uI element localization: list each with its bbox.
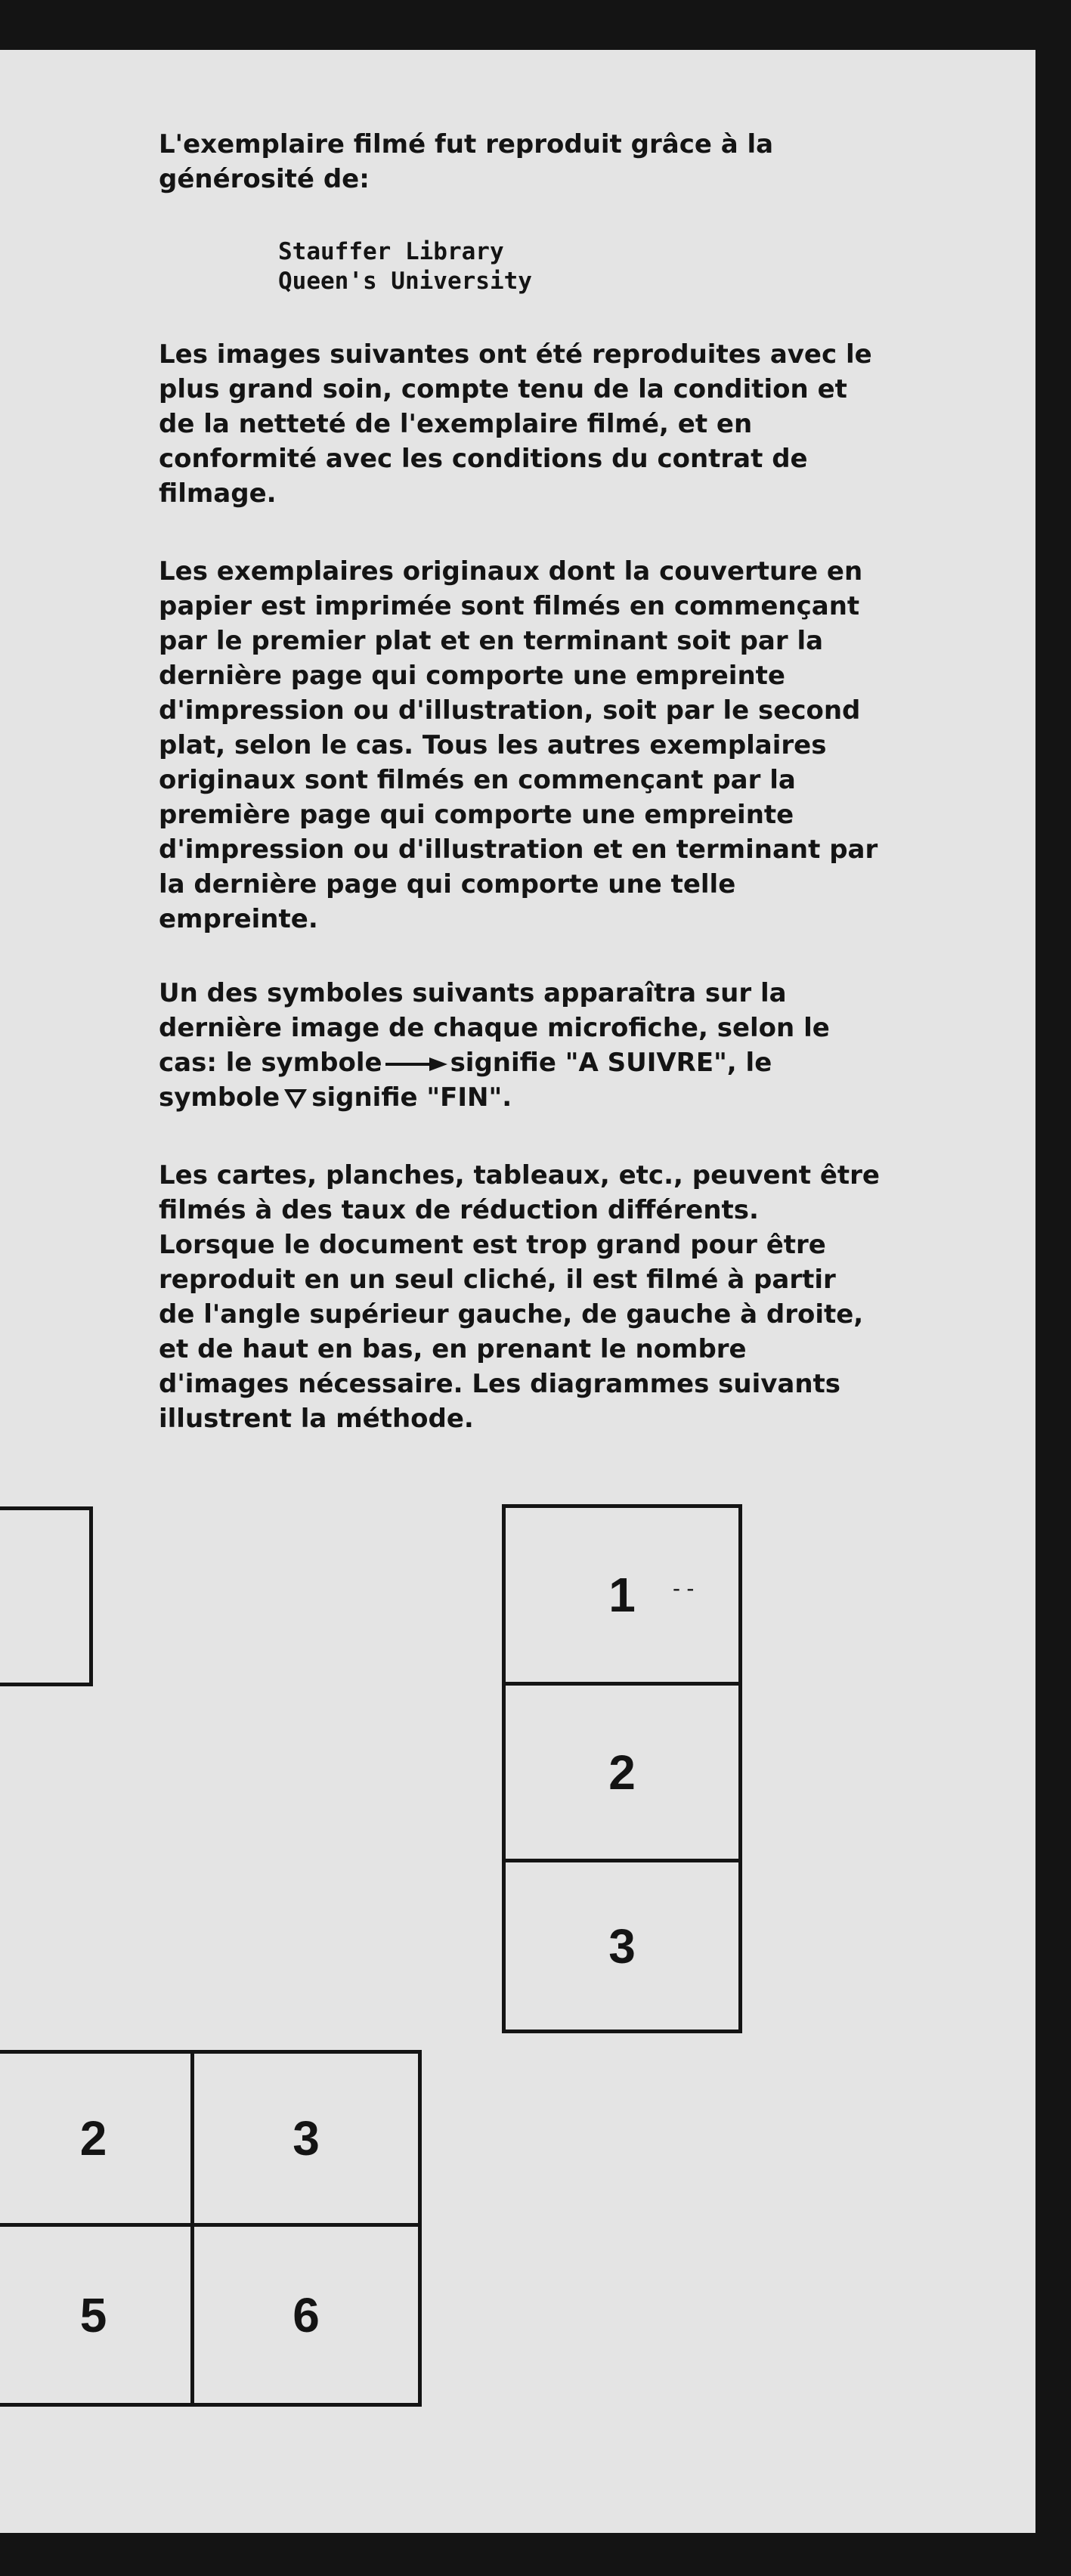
paragraph-symbols [159,976,922,1115]
diagram-grid-cell: 3 [190,2050,422,2227]
symbols-line-4-start: symbole [159,1082,280,1113]
right-arrow-icon [385,1057,447,1071]
library-block [278,237,532,296]
symbols-line-3-start: cas: le symbole [159,1048,382,1078]
symbols-line-3-end: signifie "A SUIVRE", le [450,1048,772,1078]
symbols-line-4-end: signifie "FIN". [311,1082,512,1113]
diagram-grid-cell: 2 [0,2050,194,2227]
intro-text: L'exemplaire filmé fut reproduit grâce à la générosité de: [159,129,774,194]
symbols-line-3 [159,1045,922,1080]
down-triangle-icon [284,1089,307,1109]
diagram-vertical-cell: 1 [502,1504,742,1686]
symbols-line-4 [159,1080,922,1115]
diagram-grid-cell: 5 [0,2223,194,2407]
diagram-vertical-cell: 3 [502,1859,742,2033]
dash-mark: - - [673,1576,695,1601]
diagram-grid-cell: 6 [190,2223,422,2407]
paragraph-maps: Les cartes, planches, tableaux, etc., peuvent être filmés à des taux de réduction différents. Lorsque le document est trop grand pour être reproduit en un seul cliché, il est filmé à partir de l'angle supérieur gauche, de gauche à droite, et de haut en bas, en prenant le nombre d'images nécessaire. Les diagrammes suivants illustrent la méthode. [159,1160,880,1434]
paragraph-conditions: Les images suivantes ont été reproduites avec le plus grand soin, compte tenu de la condition et de la netteté de l'exemplaire filmé, et en conformité avec les conditions du contrat de filmage. [159,339,872,509]
library-name: Stauffer Library [278,238,504,265]
paragraph-originals: Les exemplaires originaux dont la couverture en papier est imprimée sont filmés en commençant par le premier plat et en terminant soit par la dernière page qui comporte une empreinte d'impression ou d'illustration, soit par le second plat, selon le cas. Tous les autres exemplaires originaux sont filmés en commençant par la première page qui comporte une empreinte d'impression ou d'illustration et en terminant par la dernière page qui comporte une telle empreinte. [159,556,878,934]
symbols-line-1: Un des symboles suivants apparaîtra sur la [159,978,787,1008]
diagram-vertical-cell: 2 [502,1682,742,1862]
symbols-line-2: dernière image de chaque microfiche, selon le [159,1013,830,1043]
library-university: Queen's University [278,268,532,295]
diagram-single-box [0,1506,93,1686]
